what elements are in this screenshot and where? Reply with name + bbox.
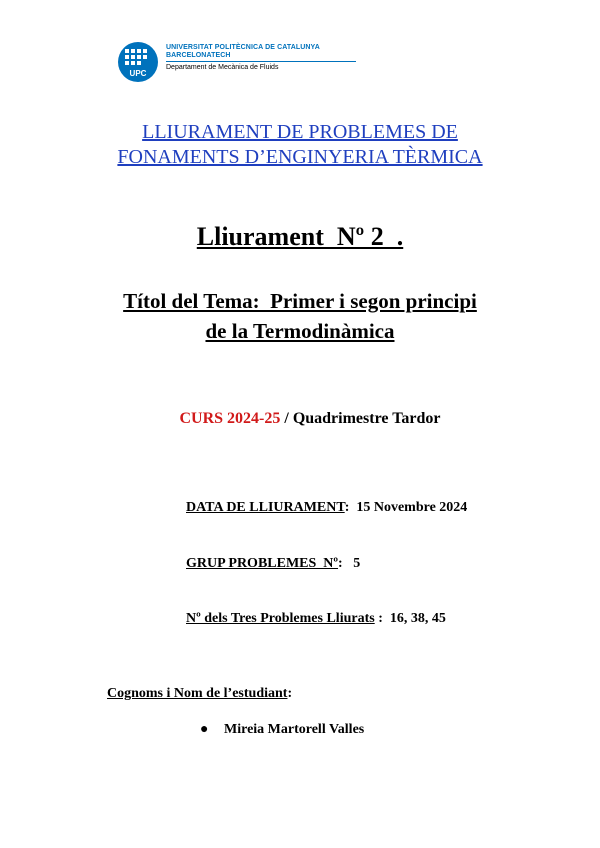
course-line	[0, 410, 600, 428]
university-subname: BARCELONATECH	[166, 52, 231, 59]
group-label: GRUP PROBLEMES Nº	[186, 556, 339, 571]
logo-text	[166, 44, 356, 71]
student-label	[107, 686, 292, 702]
department-name: Departament de Mecànica de Fluids	[166, 64, 279, 71]
problems-label: Nº dels Tres Problemes Lliurats	[186, 611, 375, 626]
logo-divider	[166, 61, 356, 62]
problems-field	[186, 611, 446, 627]
logo-mark-text: UPC	[129, 69, 147, 78]
upc-logo-icon	[118, 42, 158, 82]
course-term: Quadrimestre Tardor	[292, 410, 441, 427]
student-label-text: Cognoms i Nom de l’estudiant	[107, 686, 288, 701]
university-name: UNIVERSITAT POLITÈCNICA DE CATALUNYA	[166, 44, 320, 51]
topic-title-line1: Títol del Tema: Primer i segon principi	[123, 289, 477, 313]
problems-value: : 16, 38, 45	[374, 611, 446, 626]
document-title-line2: FONAMENTS D’ENGINYERIA TÈRMICA	[117, 146, 483, 168]
student-label-suffix: :	[287, 686, 293, 701]
upc-logo	[118, 42, 358, 82]
student-list-item	[200, 722, 364, 738]
document-title	[0, 120, 600, 170]
course-separator: /	[280, 410, 293, 427]
delivery-date-field	[186, 500, 467, 516]
student-name: Mireia Martorell Valles	[224, 722, 365, 737]
document-title-line1: LLIURAMENT DE PROBLEMES DE	[142, 121, 458, 143]
group-value: : 5	[338, 556, 361, 571]
delivery-number: Lliurament Nº 2 .	[196, 222, 404, 251]
group-field	[186, 556, 360, 572]
course-year: CURS 2024-25	[179, 410, 281, 427]
delivery-date-label: DATA DE LLIURAMENT	[186, 500, 345, 515]
bullet-icon: ●	[200, 722, 209, 737]
topic-title-line2: de la Termodinàmica	[205, 319, 395, 343]
topic-title	[0, 286, 600, 346]
delivery-date-value: : 15 Novembre 2024	[344, 500, 468, 515]
